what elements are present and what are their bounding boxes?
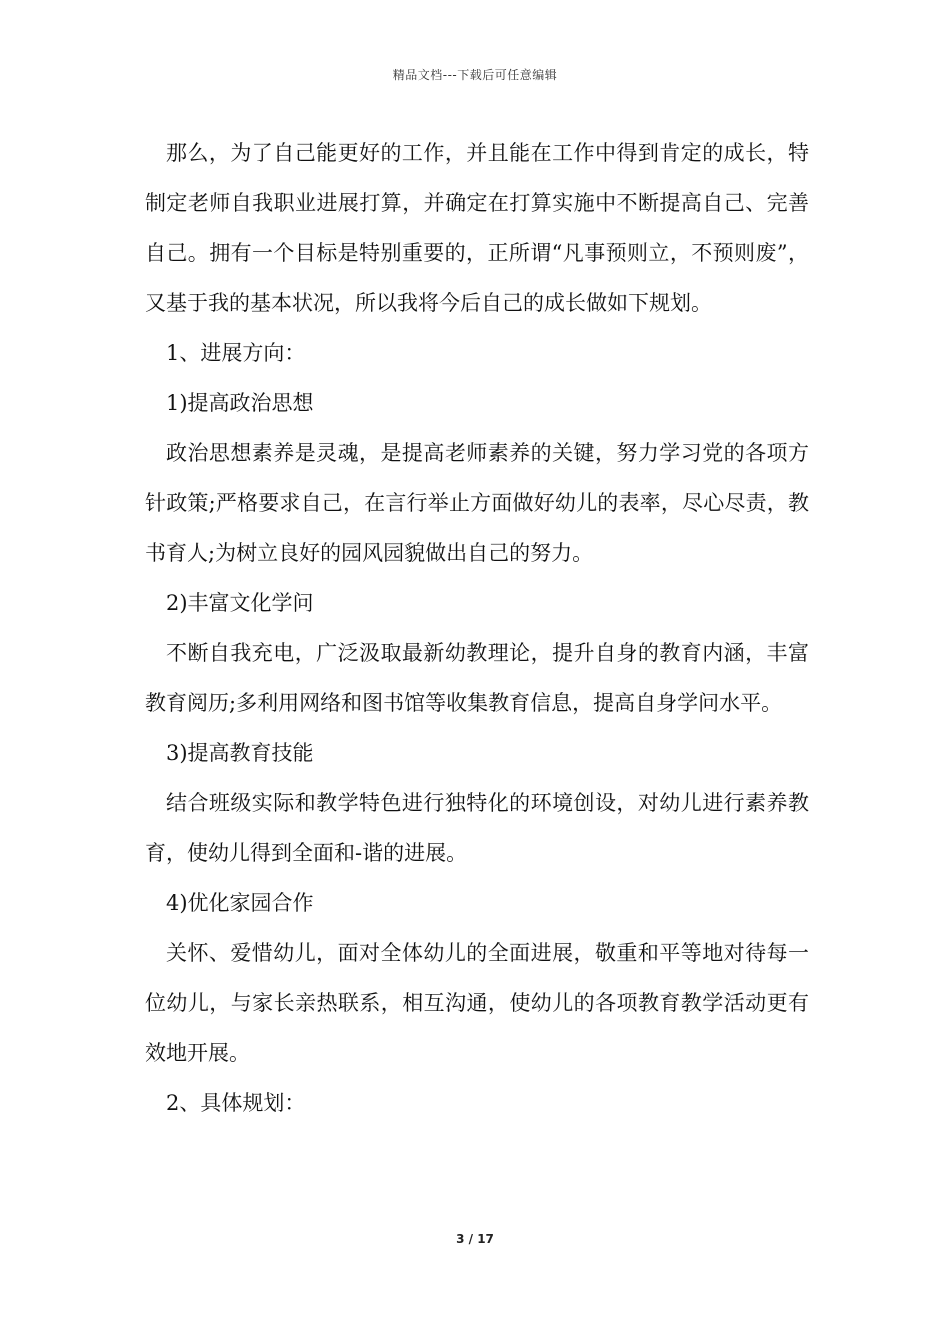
- subheading-culture: 2)丰富文化学问: [166, 591, 314, 615]
- paragraph-skills: 结合班级实际和教学特色进行独特化的环境创设，对幼儿进行素养教育，使幼儿得到全面和-谐的进展。: [145, 791, 809, 865]
- paragraph-culture: 不断自我充电，广泛汲取最新幼教理论，提升自身的教育内涵，丰富教育阅历;多利用网络和图书馆等收集教育信息，提高自身学问水平。: [145, 641, 809, 715]
- subheading-home-school: 4)优化家园合作: [166, 891, 314, 915]
- subheading-politics: 1)提高政治思想: [166, 391, 314, 415]
- page-number-separator: /: [464, 1232, 478, 1246]
- page-header: [0, 66, 950, 83]
- page-footer: [0, 1232, 950, 1246]
- header-text: 精品文档---下载后可任意编辑: [392, 68, 558, 82]
- section-heading-plan: 2、具体规划：: [166, 1091, 306, 1115]
- page-number-current: 3: [456, 1232, 465, 1246]
- page-number-total: 17: [477, 1232, 494, 1246]
- document-body: [145, 128, 809, 1128]
- paragraph-politics: 政治思想素养是灵魂，是提高老师素养的关键，努力学习党的各项方针政策;严格要求自己，在言行举止方面做好幼儿的表率，尽心尽责，教书育人;为树立良好的园风园貌做出自己的努力。: [145, 441, 809, 565]
- section-heading-direction: 1、进展方向：: [166, 341, 306, 365]
- subheading-skills: 3)提高教育技能: [166, 741, 314, 765]
- paragraph-intro: 那么，为了自己能更好的工作，并且能在工作中得到肯定的成长，特制定老师自我职业进展打算，并确定在打算实施中不断提高自己、完善自己。拥有一个目标是特别重要的，正所谓“凡事预则立，不预则废”，又基于我的基本状况，所以我将今后自己的成长做如下规划。: [145, 141, 809, 315]
- paragraph-home-school: 关怀、爱惜幼儿，面对全体幼儿的全面进展，敬重和平等地对待每一位幼儿，与家长亲热联系，相互沟通，使幼儿的各项教育教学活动更有效地开展。: [145, 941, 809, 1065]
